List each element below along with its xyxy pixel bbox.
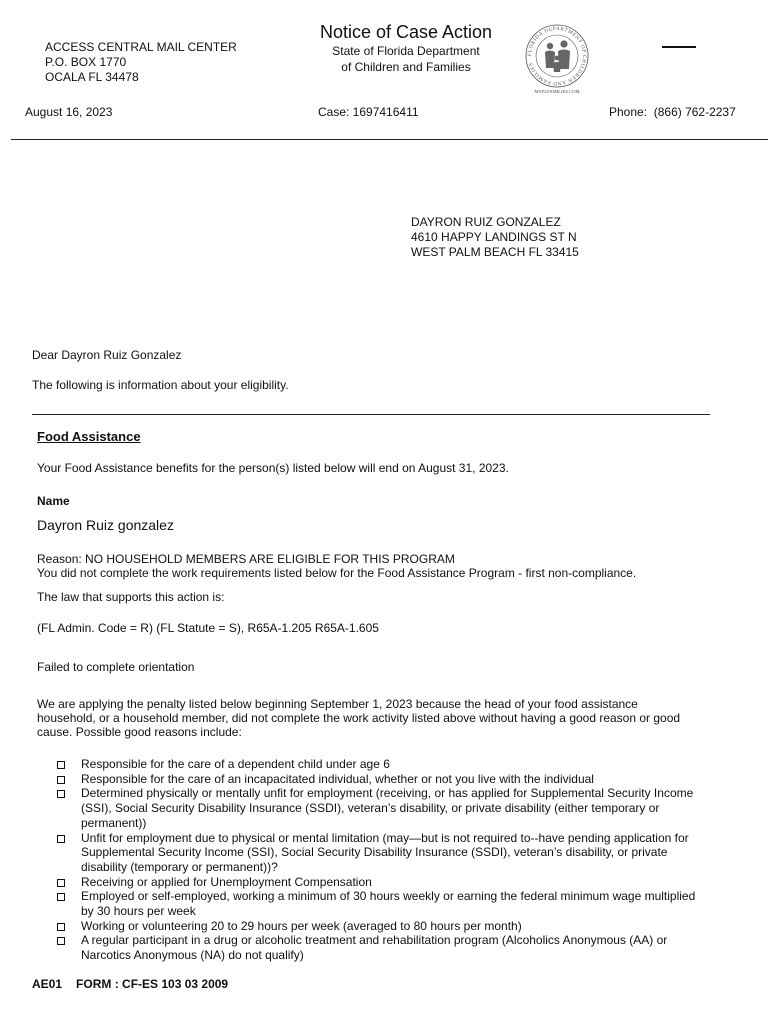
checkbox-icon (57, 879, 65, 887)
phone-label: Phone: (609, 105, 648, 119)
list-item: Employed or self-employed, working a minimum of 30 hours weekly or earning the federal minimum wage multiplied by 30 hours per week (57, 889, 707, 918)
benefits-end-text: Your Food Assistance benefits for the person(s) listed below will end on August 31, 2023. (37, 461, 509, 475)
seal-caption: MYFLFAMILIES.COM (534, 89, 580, 94)
reason-detail: You did not complete the work requirements listed below for the Food Assistance Program - first non-compliance. (37, 566, 637, 580)
checkbox-icon (57, 790, 65, 798)
greeting: Dear Dayron Ruiz Gonzalez (32, 348, 182, 362)
form-footer (32, 977, 242, 991)
law-codes: (FL Admin. Code = R) (FL Statute = S), R65A-1.205 R65A-1.605 (37, 621, 379, 635)
list-item: Responsible for the care of an incapacitated individual, whether or not you live with the individual (57, 772, 707, 787)
checkbox-icon (57, 776, 65, 784)
form-number: FORM : CF-ES 103 03 2009 (76, 977, 229, 991)
sender-line-1: ACCESS CENTRAL MAIL CENTER (45, 40, 237, 54)
recipient-address (411, 215, 579, 260)
intro-text: The following is information about your eligibility. (32, 378, 289, 392)
list-item: Responsible for the care of a dependent child under age 6 (57, 757, 707, 772)
sender-line-2: P.O. BOX 1770 (45, 55, 127, 69)
department-line-2: of Children and Families (341, 60, 471, 74)
dcf-seal-logo (522, 22, 592, 96)
checkbox-icon (57, 893, 65, 901)
law-intro: The law that supports this action is: (37, 590, 225, 604)
case-number: Case: 1697416411 (318, 105, 419, 119)
checkbox-icon (57, 923, 65, 931)
section-divider (32, 414, 710, 415)
phone-number: (866) 762-2237 (653, 105, 736, 119)
list-item: Determined physically or mentally unfit for employment (receiving, or has applied for Supplemental Security Income (SSI), Social Security Disability Insurance (SSDI), veteran’s disability, or private disability (either temporary or permanent)) (57, 786, 707, 830)
reason-block (37, 552, 697, 580)
reason-text: Reason: NO HOUSEHOLD MEMBERS ARE ELIGIBLE FOR THIS PROGRAM (37, 552, 455, 566)
list-item: Receiving or applied for Unemployment Compensation (57, 875, 707, 890)
header-dash (662, 46, 696, 48)
phone-contact (609, 105, 736, 119)
recipient-name: DAYRON RUIZ GONZALEZ (411, 215, 561, 229)
department-name (306, 43, 506, 75)
list-item: A regular participant in a drug or alcoholic treatment and rehabilitation program (Alcoholics Anonymous (AA) or Narcotics Anonymous (NA) do not qualify) (57, 933, 707, 962)
list-item: Working or volunteering 20 to 29 hours per week (averaged to 80 hours per month) (57, 919, 707, 934)
header-divider (11, 139, 768, 140)
notice-title: Notice of Case Action (319, 22, 493, 42)
notice-date: August 16, 2023 (25, 105, 113, 119)
form-code: AE01 (32, 977, 63, 991)
recipient-street: 4610 HAPPY LANDINGS ST N (411, 230, 577, 244)
person-name: Dayron Ruiz gonzalez (37, 517, 174, 533)
department-line-1: State of Florida Department (332, 44, 480, 58)
checkbox-icon (57, 937, 65, 945)
section-title: Food Assistance (37, 429, 141, 444)
checkbox-icon (57, 835, 65, 843)
name-label: Name (37, 494, 70, 508)
recipient-city: WEST PALM BEACH FL 33415 (411, 245, 579, 259)
penalty-text: We are applying the penalty listed below beginning September 1, 2023 because the head of your food assistance household, or a household member, did not complete the work activity listed above without having a good reason or good cause. Possible good reasons include: (37, 697, 681, 739)
good-reasons-list (57, 757, 707, 963)
failed-activity: Failed to complete orientation (37, 660, 195, 674)
sender-address (45, 40, 237, 85)
seal-ring-text: FLORIDA DEPARTMENT OF CHILDREN AND FAMILIES (526, 25, 588, 87)
list-item: Unfit for employment due to physical or mental limitation (may—but is not required to--have pending application for Supplemental Security Income (SSI), Social Security Disability Insurance (SSDI), veteran’s disability, or private disability (temporary or permanent))? (57, 831, 707, 875)
checkbox-icon (57, 761, 65, 769)
sender-line-3: OCALA FL 34478 (45, 70, 139, 84)
